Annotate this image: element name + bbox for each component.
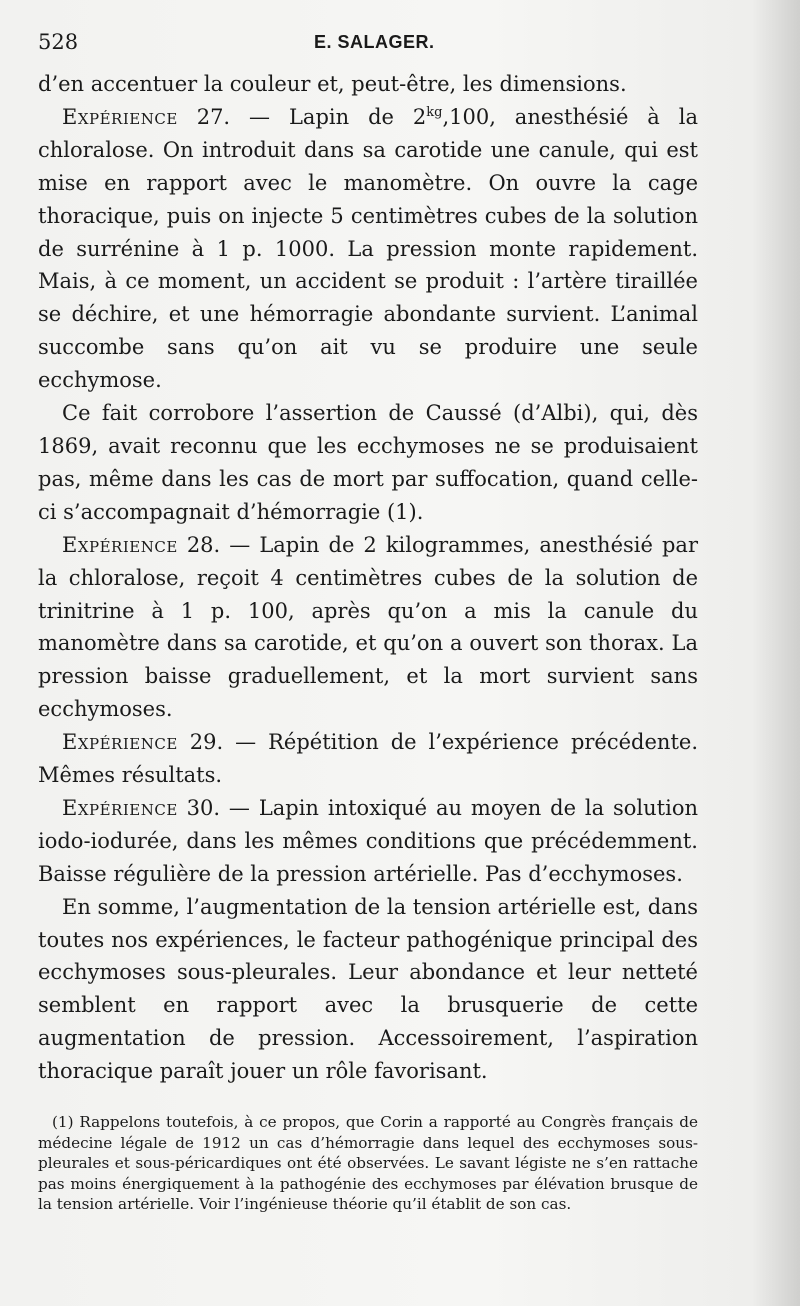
experiment-label: Expérience	[62, 730, 178, 755]
paragraph-causse: Ce fait corrobore l’assertion de Caussé (d’Albi), qui, dès 1869, avait reconnu que les ecchymoses ne se produisaient pas, même dans les cas de mort par suffocation, quand celle-ci s’accompagnait d’hémorragie (1).	[38, 401, 698, 524]
footnote-text: (1) Rappelons toutefois, à ce propos, que Corin a rapporté au Congrès français de médecine légale de 1912 un cas d’hémorragie dans lequel des ecchymoses sous-pleurales et sous-péricardiques ont été observées. Le savant légiste ne s’en rattache pas moins énergiquement à la pathogénie des ecchymoses par élévation brusque de la tension artérielle. Voir l’ingénieuse théorie qu’il établit de son cas.	[38, 1113, 698, 1214]
experiment-number: 28. —	[177, 532, 260, 557]
experiment-27	[38, 101, 698, 397]
experiment-label: Expérience	[62, 795, 178, 820]
running-head: E. SALAGER.	[314, 32, 435, 52]
footnote	[38, 1112, 698, 1215]
experiment-30	[38, 792, 698, 891]
experiment-number: 29. —	[177, 730, 269, 755]
page-header	[38, 30, 700, 64]
experiment-28	[38, 529, 698, 726]
paragraph-continuation: d’en accentuer la couleur et, peut-être, les dimensions.	[38, 72, 627, 96]
page-number: 528	[38, 30, 79, 54]
paragraph-conclusion: En somme, l’augmentation de la tension artérielle est, dans toutes nos expériences, le facteur pathogénique principal des ecchymoses sous-pleurales. Leur abondance et leur netteté semblent en rapport avec la brusquerie de cette augmentation de pression. Accessoirement, l’aspiration thoracique paraît jouer un rôle favorisant.	[38, 894, 698, 1084]
experiment-number: 30. —	[177, 795, 259, 820]
experiment-number: 27. —	[177, 104, 289, 129]
experiment-text: Lapin de 2 kilogrammes, anesthésié par la chloralose, reçoit 4 centimètres cubes de la solution de trinitrine à 1 p. 100, après qu’on a mis la canule du manomètre dans sa carotide, et qu’on a ouvert son thorax. La pression baisse graduellement, et la mort survient sans ecchymoses.	[38, 532, 698, 722]
experiment-label: Expérience	[62, 532, 178, 557]
experiment-text: Lapin intoxiqué au moyen de la solution iodo-iodurée, dans les mêmes conditions que précédemment. Baisse régulière de la pression artérielle. Pas d’ecchymoses.	[38, 795, 698, 886]
experiment-text-part1: Lapin de 2	[288, 104, 427, 129]
body-text	[38, 68, 698, 1088]
experiment-label: Expérience	[62, 104, 178, 129]
unit-superscript: kg	[426, 104, 443, 120]
experiment-29	[38, 726, 698, 792]
experiment-text-part2: ,100, anesthésié à la chloralose. On introduit dans sa carotide une canule, qui est mise en rapport avec le manomètre. On ouvre la cage thoracique, puis on injecte 5 centimètres cubes de la solution de surrénine à 1 p. 1000. La pression monte rapidement. Mais, à ce moment, un accident se produit : l’artère tiraillée se déchire, et une hémorragie abondante survient. L’animal succombe sans qu’on ait vu se produire une seule ecchymose.	[38, 104, 698, 393]
experiment-text: Répétition de l’expérience précédente. Mêmes résultats.	[38, 730, 698, 788]
